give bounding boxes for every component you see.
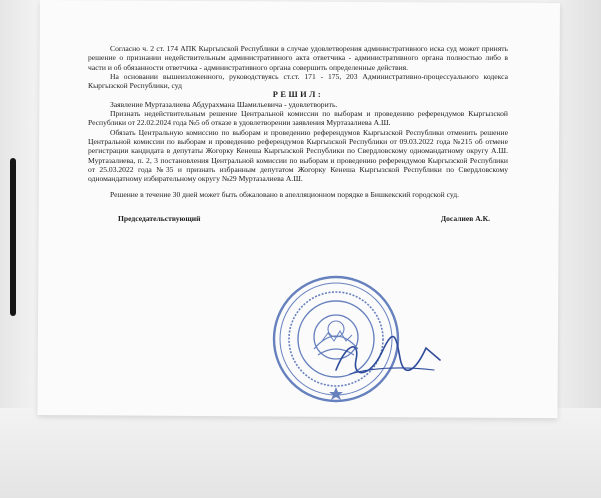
scroll-indicator[interactable]	[10, 158, 16, 316]
paragraph-grounds: На основании вышеизложенного, руководствуясь ст.ст. 171 - 175, 203 Административно-процессуального кодекса Кыргызской Республики, суд	[88, 71, 508, 91]
paragraph-obligation: Обязать Центральную комиссию по выборам и проведению референдумов Кыргызской Республики отменить решение Центральной комиссии по выборам и проведению референдумов Кыргызской Республики от 09.03.2022 года №215 об отмене регистрации кандидата в депутаты Жогорку Кенеша Кыргызской Республики по Свердловскому одномандатному округу А.Ш. Муртазалиева, п. 2, 3 постановления Центральной комиссии по выборам и проведению референдумов Кыргызской Республики от 25.03.2022 года №35 и признать избранным депутатом Жогорку Кенеша Кыргызской Республики по Свердловскому одномандатному избирательному округу №29 Муртазалиева А.Ш.	[88, 127, 508, 184]
paragraph-legal-basis: Согласно ч. 2 ст. 174 АПК Кыргызской Республики в случае удовлетворения административного иска суд может принять решение о признании недействительным административного акта ответчика - административного органа полностью либо в части и об обязанности ответчика - административного органа совершить определенные действия.	[88, 44, 508, 72]
judge-name: Досалиев А.К.	[440, 213, 490, 223]
photo-background-bottom	[0, 408, 601, 498]
handwritten-signature-icon	[330, 330, 450, 390]
presiding-judge-label: Председательствующий	[118, 213, 201, 223]
signature-row	[88, 214, 508, 223]
document-body	[88, 44, 508, 223]
decision-heading: РЕШИЛ:	[272, 90, 324, 100]
paragraph-invalidate-decision: Признать недействительным решение Центральной комиссии по выборам и проведению референдумов Кыргызской Республики от 22.02.2024 года №5 об отказе в удовлетворении заявления Муртазалиева А.Ш.	[88, 109, 508, 128]
paragraph-appeal: Решение в течение 30 дней может быть обжаловано в апелляционном порядке в Бишкекский городской суд.	[110, 190, 459, 200]
paragraph-claim-granted: Заявление Муртазалиева Абдурахмана Шамильевича - удовлетворить.	[110, 99, 338, 109]
